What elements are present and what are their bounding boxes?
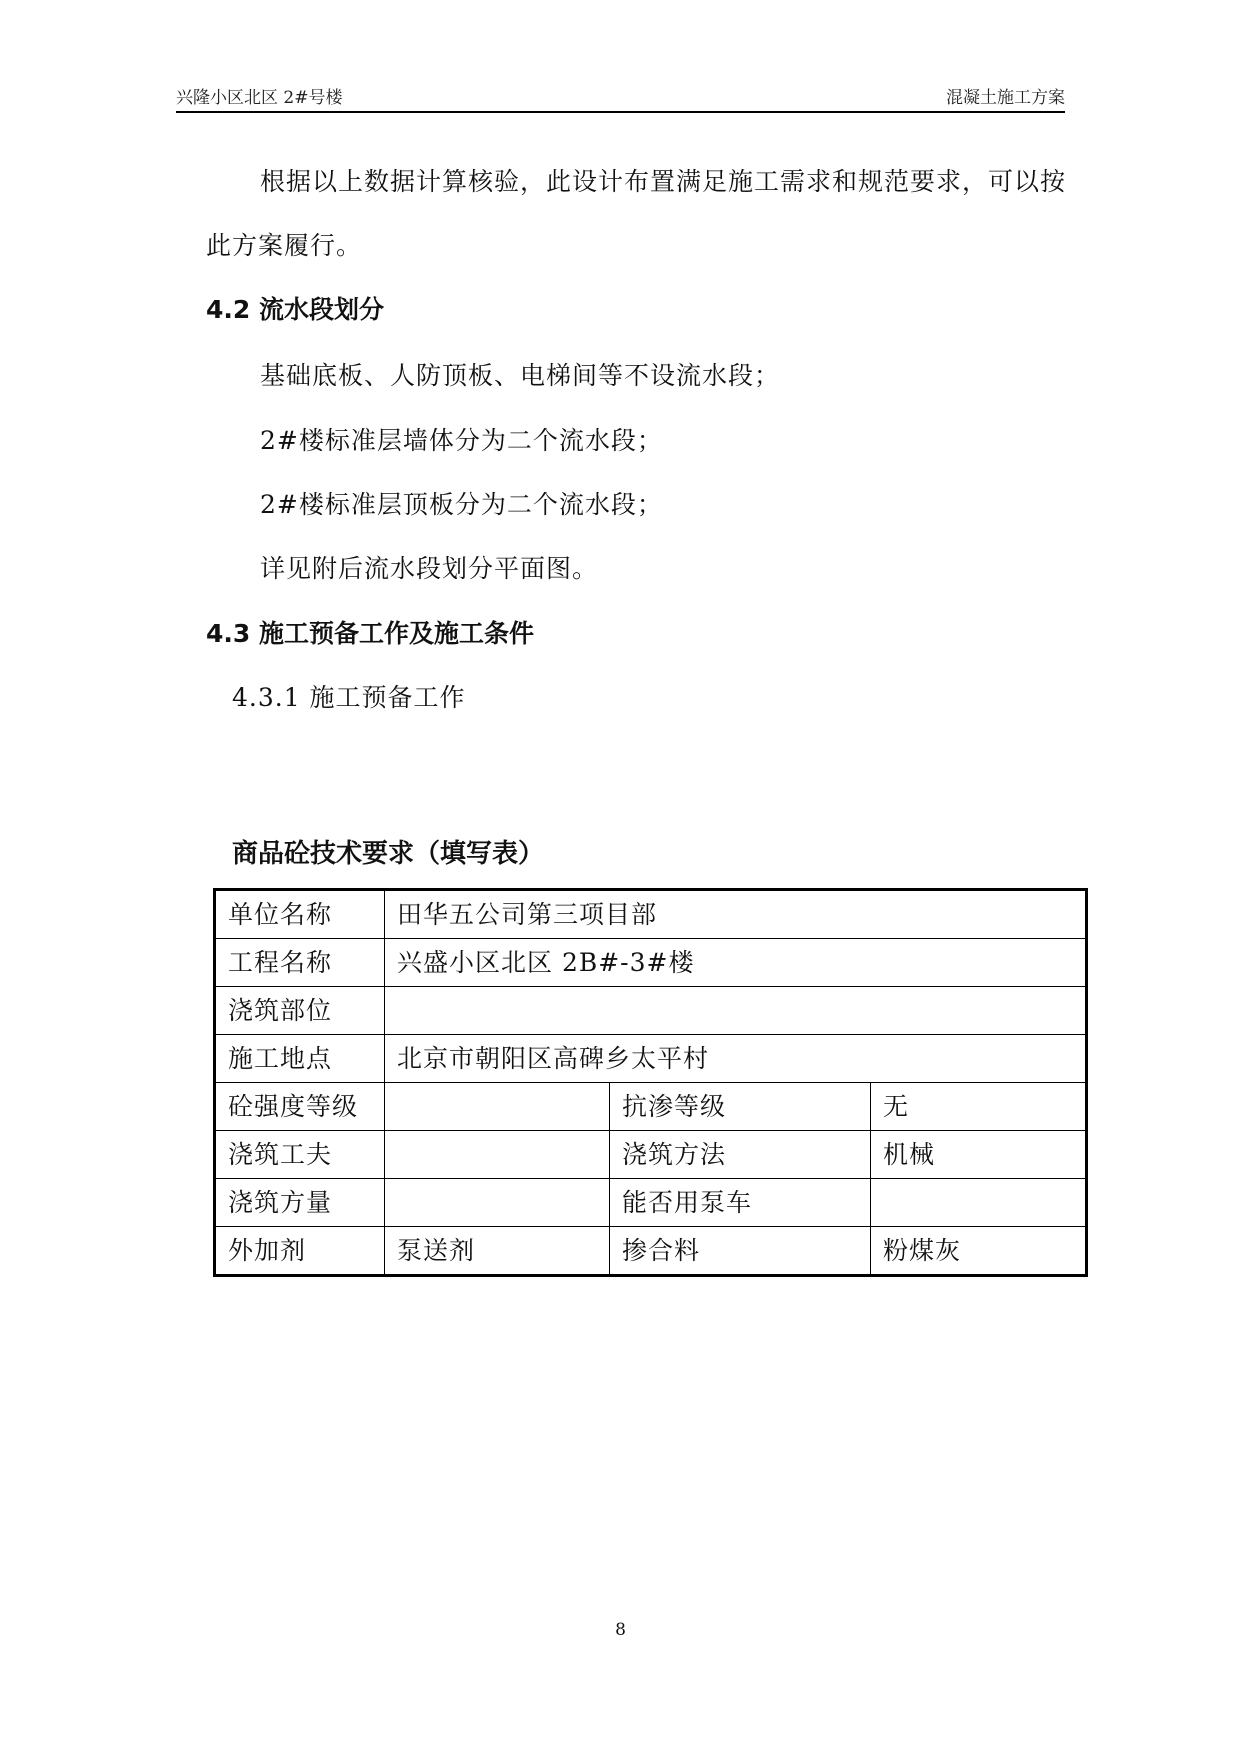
concrete-requirements-table (213, 888, 1088, 1277)
site-label: 施工地点 (215, 1035, 385, 1083)
table-row (215, 987, 1087, 1035)
table-row (215, 939, 1087, 987)
section-4-2-line: 2#楼标准层墙体分为二个流水段； (260, 426, 663, 455)
table-row (215, 1179, 1087, 1227)
pour-part-value (385, 987, 1087, 1035)
section-4-2-line: 2#楼标准层顶板分为二个流水段； (260, 490, 663, 519)
unit-value: 田华五公司第三项目部 (385, 890, 1087, 939)
pour-method-value: 机械 (871, 1131, 1087, 1179)
pour-time-label: 浇筑工夫 (215, 1131, 385, 1179)
section-4-2-line: 详见附后流水段划分平面图。 (260, 554, 599, 583)
table-row (215, 1131, 1087, 1179)
section-4-2-line: 基础底板、人防顶板、电梯间等不设流水段； (260, 361, 781, 390)
strength-label: 砼强度等级 (215, 1083, 385, 1131)
page-number: 8 (615, 1620, 626, 1640)
admixture-value: 泵送剂 (385, 1227, 610, 1276)
site-value: 北京市朝阳区高碑乡太平村 (385, 1035, 1087, 1083)
section-4-3-1-subheading: 4.3.1 施工预备工作 (232, 683, 466, 712)
table-row (215, 1083, 1087, 1131)
blend-label: 掺合料 (610, 1227, 871, 1276)
table-row (215, 890, 1087, 939)
pump-label: 能否用泵车 (610, 1179, 871, 1227)
strength-value (385, 1083, 610, 1131)
unit-label: 单位名称 (215, 890, 385, 939)
admixture-label: 外加剂 (215, 1227, 385, 1276)
pour-volume-label: 浇筑方量 (215, 1179, 385, 1227)
table-title: 商品砼技术要求（填写表） (232, 839, 545, 869)
impermeability-label: 抗渗等级 (610, 1083, 871, 1131)
header-right-title: 混凝土施工方案 (946, 88, 1065, 108)
header-divider (176, 111, 1065, 113)
pour-method-label: 浇筑方法 (610, 1131, 871, 1179)
section-4-3-heading: 4.3 施工预备工作及施工条件 (206, 619, 534, 648)
intro-paragraph: 根据以上数据计算核验，此设计布置满足施工需求和规范要求，可以按此方案履行。 (206, 167, 1067, 260)
blend-value: 粉煤灰 (871, 1227, 1087, 1276)
header-left-title: 兴隆小区北区 2#号楼 (176, 88, 343, 108)
project-label: 工程名称 (215, 939, 385, 987)
pour-volume-value (385, 1179, 610, 1227)
pour-time-value (385, 1131, 610, 1179)
table-row (215, 1035, 1087, 1083)
section-4-2-heading: 4.2 流水段划分 (206, 295, 384, 324)
impermeability-value: 无 (871, 1083, 1087, 1131)
project-value: 兴盛小区北区 2B#-3#楼 (385, 939, 1087, 987)
pour-part-label: 浇筑部位 (215, 987, 385, 1035)
table-row (215, 1227, 1087, 1276)
pump-value (871, 1179, 1087, 1227)
